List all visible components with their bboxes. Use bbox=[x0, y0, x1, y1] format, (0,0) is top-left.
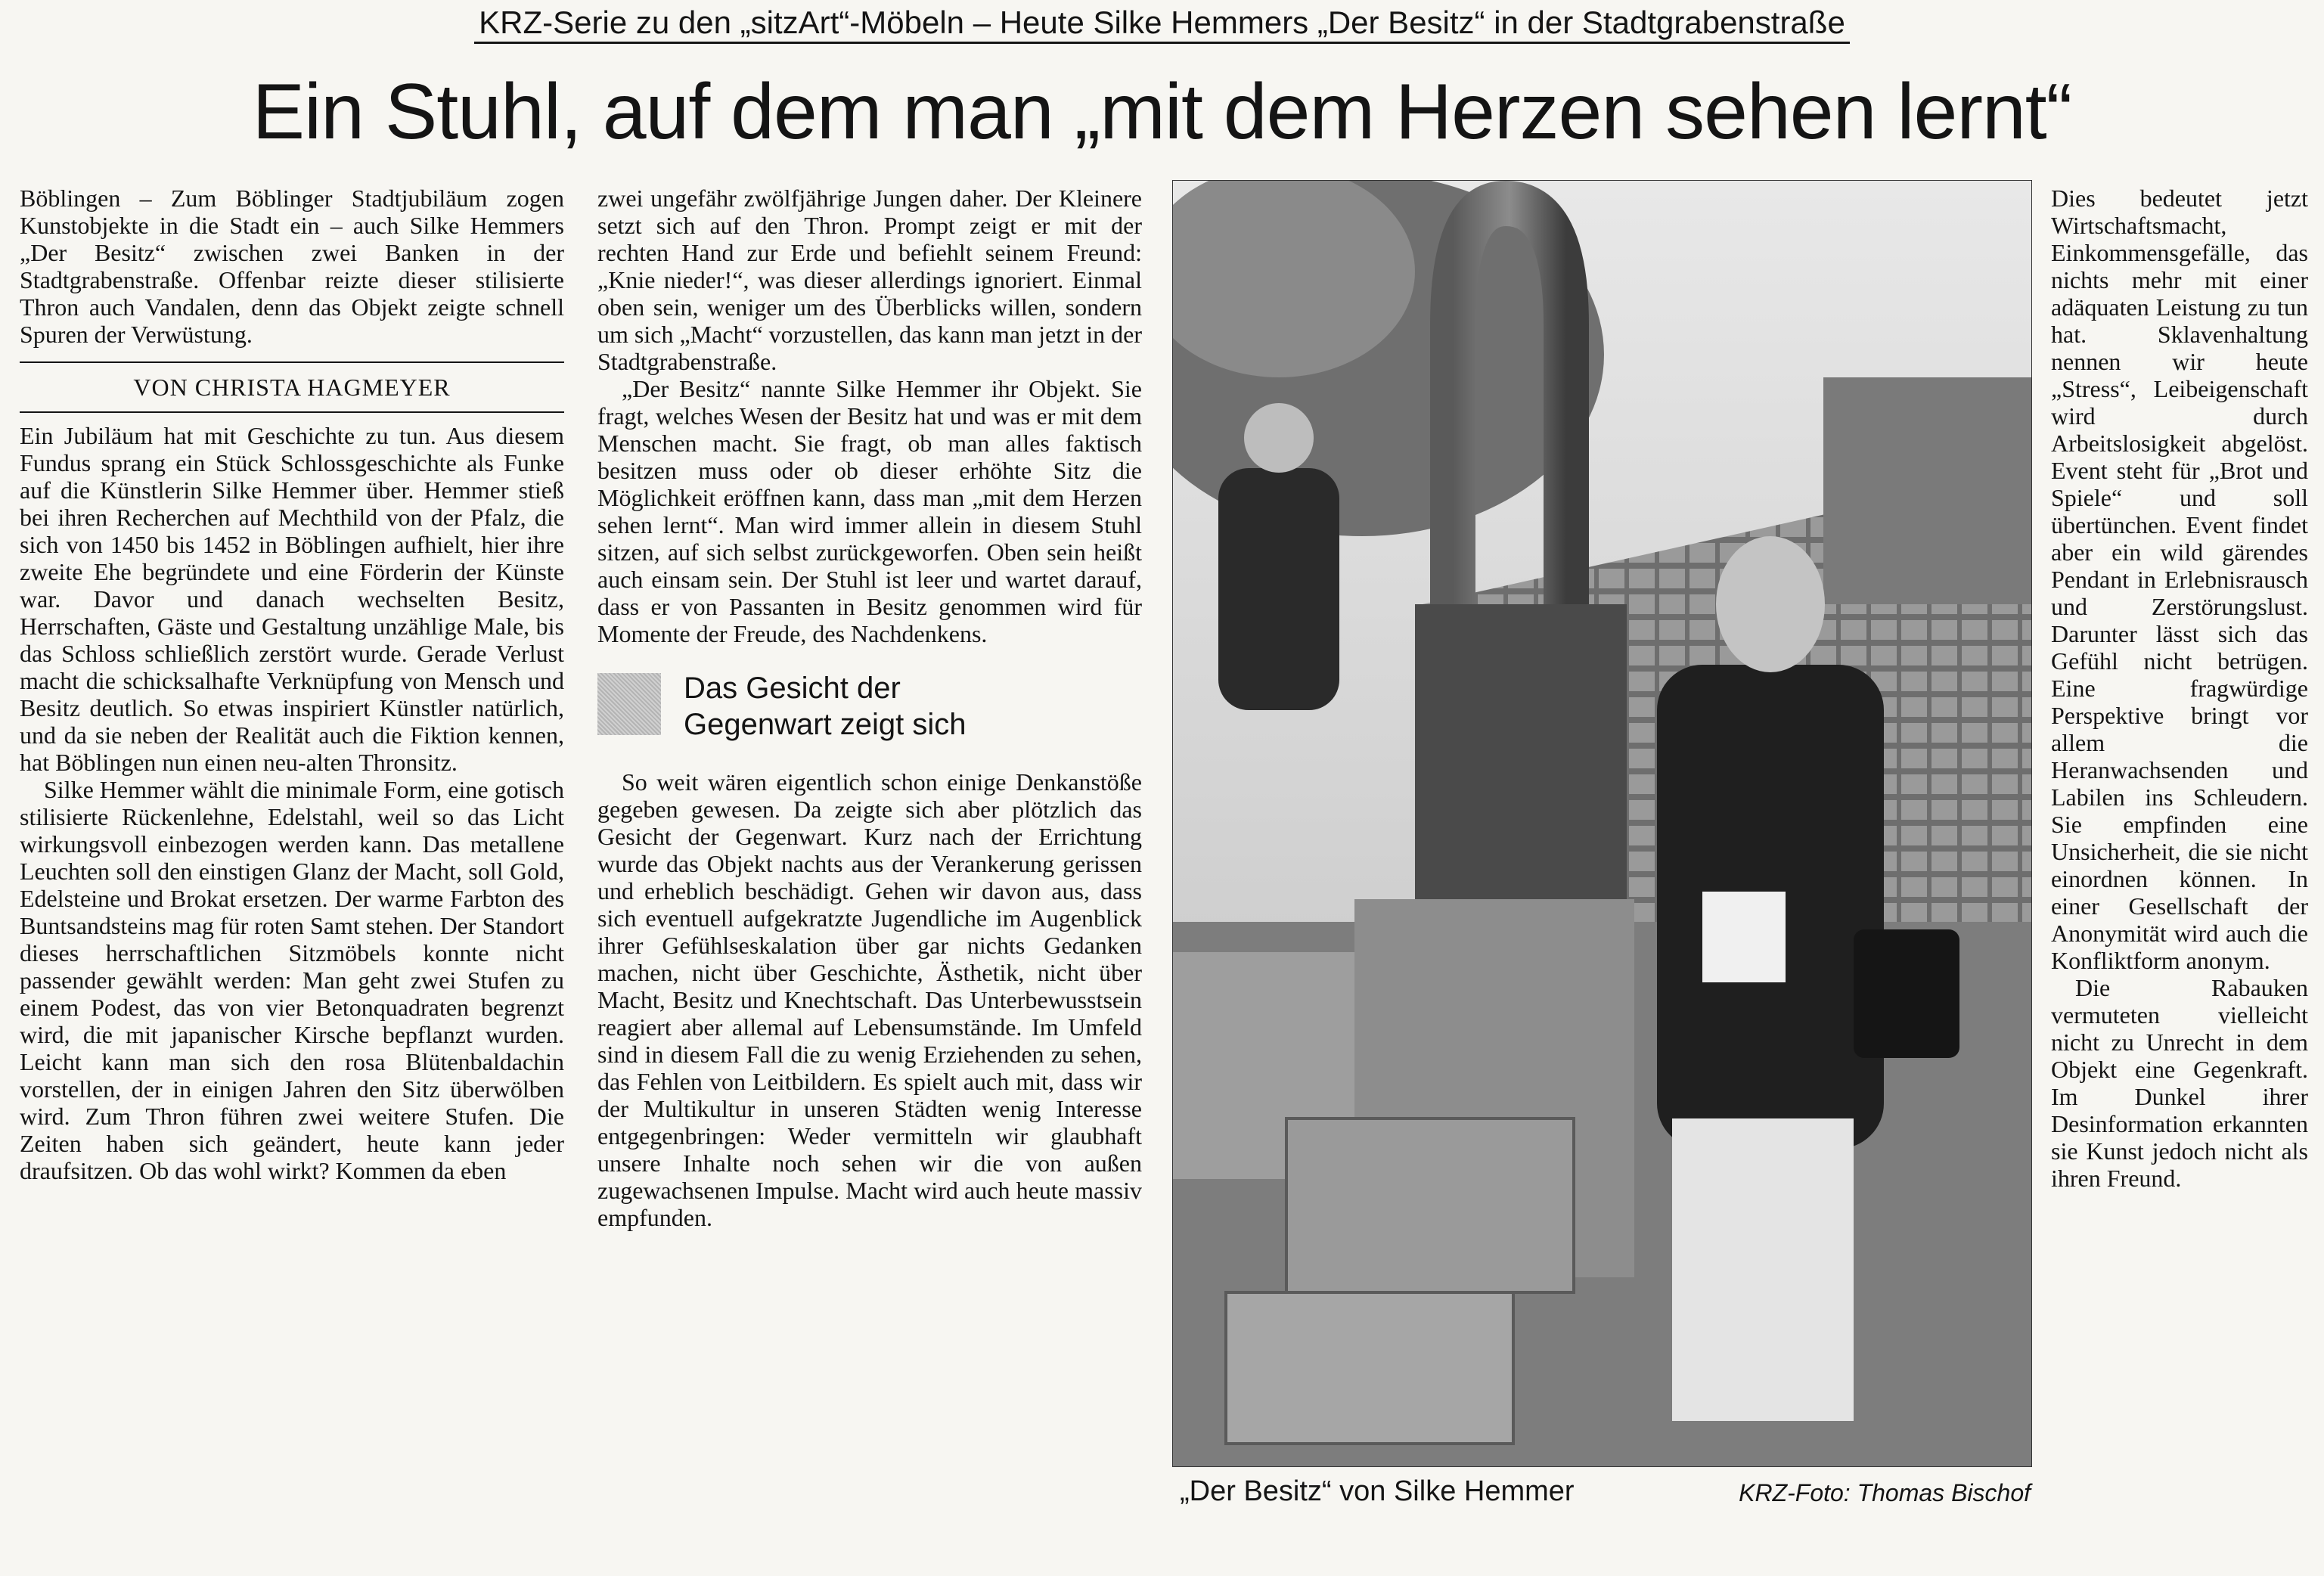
body-paragraph: So weit wären eigentlich schon einige Denkanstöße gegeben gewesen. Da zeigte sich aber plötzlich das Gesicht der Gegenwart. Kurz nach der Errichtung wurde das Objekt nachts aus der Verankerung gerissen und erheblich beschädigt. Gehen wir davon aus, dass sich eventuell aufgekratzte Jugendliche im Augenblick ihrer Gefühlseskalation über gar nichts Gedanken machen, nicht über Geschichte, Ästhetik, nicht über Macht, Besitz und Knechtschaft. Das Unterbewusstsein reagiert aber allemal auf Lebensumstände. Im Umfeld sind in diesem Fall die zu wenig Erziehenden zu sehen, das Fehlen von Leitbildern. Es spielt auch mit, dass wir der Multikultur in unseren Städten wenig Interesse entgegenbringen: Weder vermitteln wir glaubhaft unsere Inhalte noch sehen wir die von außen zugewachsenen Impulse. Macht wird auch heute massiv empfunden. bbox=[597, 768, 1142, 1231]
tree bbox=[1823, 377, 2031, 604]
woman-head bbox=[1716, 536, 1825, 672]
man-head bbox=[1244, 403, 1314, 473]
headline: Ein Stuhl, auf dem man „mit dem Herzen sehen lernt“ bbox=[252, 68, 2072, 156]
lead-paragraph: Böblingen – Zum Böblinger Stadtjubiläum zogen Kunstobjekte in die Stadt ein – auch Silke Hemmers „Der Besitz“ zwischen zwei Banken in der Stadtgrabenstraße. Offenbar reizte dieser stilisierte Thron auch Vandalen, denn das Objekt zeigte schnell Spuren der Verwüstung. bbox=[20, 185, 564, 363]
kicker-text: KRZ-Serie zu den „sitzArt“-Möbeln – Heute Silke Hemmers „Der Besitz“ in der Stadtgrabenstraße bbox=[474, 5, 1850, 44]
man-in-background bbox=[1218, 468, 1339, 710]
subheading bbox=[597, 670, 1142, 743]
photo-illustration bbox=[1173, 181, 2031, 1466]
column-1 bbox=[20, 185, 564, 1184]
body-paragraph: Die Rabauken vermuteten vielleicht nicht zu Unrecht in dem Objekt eine Gegenkraft. Im Dunkel ihrer Desinformation erkannten sie Kunst jedoch nicht als ihren Freund. bbox=[2051, 974, 2308, 1192]
subheading-line: Gegenwart zeigt sich bbox=[684, 708, 967, 741]
body-paragraph: Dies bedeutet jetzt Wirtschaftsmacht, Einkommensgefälle, das nichts mehr mit einer adäquaten Leistung zu tun hat. Sklavenhaltung nennen wir heute „Stress“, Leibeigenschaft wird durch Arbeitslosigkeit abgelöst. Event steht für „Brot und Spiele“ und soll übertünchen. Event findet aber ein wild gärendes Pendant in Erlebnisrausch und Zerstörungslust. Darunter lässt sich das Gefühl nicht betrügen. Eine fragwürdige Perspektive bringt vor allem die Heranwachsenden und Labilen ins Schleudern. Sie empfinden eine Unsicherheit, die sie nicht einordnen können. In einer Gesellschaft der Anonymität wird auch die Konfliktform anonym. bbox=[2051, 185, 2308, 974]
papers bbox=[1702, 892, 1786, 982]
body-paragraph: „Der Besitz“ nannte Silke Hemmer ihr Objekt. Sie fragt, welches Wesen der Besitz hat und was er mit dem Menschen macht. Sie fragt, ob man alles faktisch besitzen muss oder ob dieser erhöhte Sitz die Möglichkeit eröffnen kann, dass man „mit dem Herzen sehen lernt“. Man wird immer allein in diesem Stuhl sitzen, auf sich selbst zurückgeworfen. Oben sein heißt auch einsam sein. Der Stuhl ist leer und wartet darauf, dass er von Passanten in Besitz genommen wird für Momente der Freude, des Nachdenkens. bbox=[597, 375, 1142, 647]
column-4 bbox=[2051, 185, 2308, 1192]
subheading-marker bbox=[597, 673, 661, 735]
column-2 bbox=[597, 185, 1142, 1231]
body-paragraph: zwei ungefähr zwölfjährige Jungen daher. Der Kleinere setzt sich auf den Thron. Prompt zeigt er mit der rechten Hand zur Erde und befiehlt seinem Freund: „Knie nieder!“, was dieser allerdings ignoriert. Einmal oben sein, weniger um des Überblicks willen, sondern um sich „Macht“ vorzustellen, das kann man jetzt in der Stadtgrabenstraße. bbox=[597, 185, 1142, 375]
photo-caption bbox=[1172, 1473, 2031, 1511]
kicker bbox=[0, 3, 2324, 42]
subheading-text bbox=[684, 670, 967, 743]
caption-text: „Der Besitz“ von Silke Hemmer bbox=[1180, 1475, 1575, 1507]
byline: VON CHRISTA HAGMEYER bbox=[20, 374, 564, 413]
body-paragraph: Silke Hemmer wählt die minimale Form, eine gotisch stilisierte Rückenlehne, Edelstahl, weil so das Licht wirkungsvoll einbezogen werden kann. Das metallene Leuchten soll den einstigen Glanz der Macht, soll Gold, Edelsteine und Brokat ersetzen. Der warme Farbton des Buntsandsteins mag für roten Samt stehen. Der Standort dieses herrschaftlichen Sitzmöbels konnte nicht passender gewählt werden: Man geht zwei Stufen zu einem Podest, das von vier Betonquadraten begrenzt wird, die mit japanischer Kirsche bepflanzt wurden. Leicht kann man sich den rosa Blütenbaldachin vorstellen, der in einigen Jahren den Sitz überwölben wird. Zum Thron führen zwei weitere Stufen. Die Zeiten haben sich geändert, heute kann jeder draufsitzen. Ob das wohl wirkt? Kommen da eben bbox=[20, 776, 564, 1184]
throne-lower-step bbox=[1226, 1292, 1513, 1444]
news-photo bbox=[1172, 180, 2032, 1467]
photo-credit: KRZ-Foto: Thomas Bischof bbox=[1739, 1479, 2031, 1506]
body-paragraph: Ein Jubiläum hat mit Geschichte zu tun. Aus diesem Fundus sprang ein Stück Schlossgeschichte als Funke auf die Künstlerin Silke Hemmer über. Hemmer stieß bei ihren Recherchen auf Mechthild von der Pfalz, die sich von 1450 bis 1452 in Böblingen aufhielt, hier ihre zweite Ehe begründete und eine Förderin der Künste war. Davor und danach wechselten Besitz, Herrschaften, Gäste und Gestaltung unzählige Male, bis das Schloss schließlich zerstört wurde. Gerade Verlust macht die schicksalhafte Verknüpfung von Mensch und Besitz deutlich. So etwas inspiriert Künstler natürlich, und da sie neben der Realität auch die Fiktion kennen, hat Böblingen nun einen neu-alten Thronsitz. bbox=[20, 422, 564, 776]
throne-upper-step bbox=[1286, 1118, 1574, 1292]
handbag bbox=[1854, 929, 1959, 1058]
woman-trousers bbox=[1672, 1118, 1854, 1421]
subheading-line: Das Gesicht der bbox=[684, 672, 901, 705]
